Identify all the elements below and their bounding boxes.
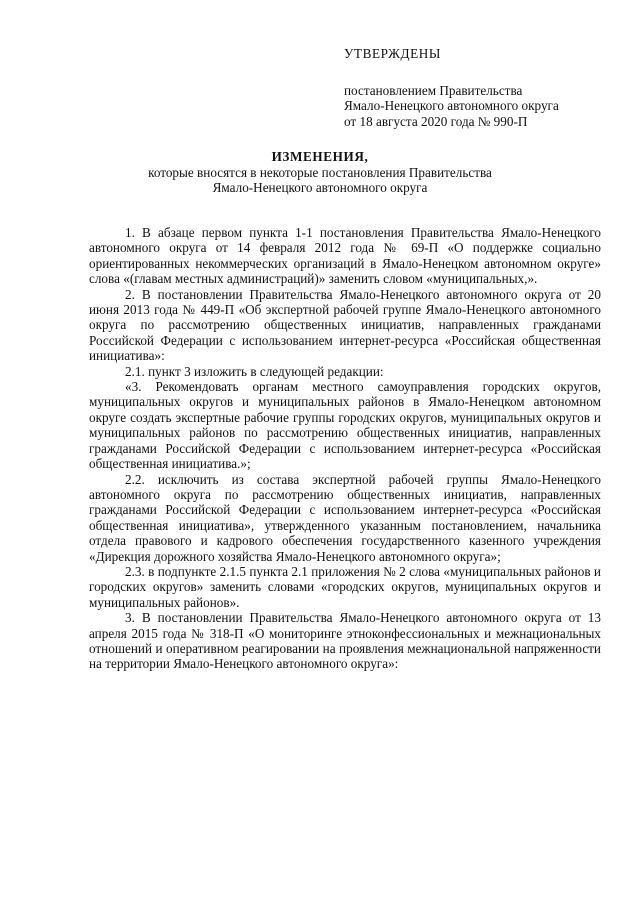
title-subtitle-1: которые вносятся в некоторые постановления Правительства [148,164,492,180]
document-title [0,149,640,196]
paragraph-quote-3: «3. Рекомендовать органам местного самоуправления городских округов, муниципальных округов и муниципальных районов в Ямало-Ненецком автономном округе создать экспертные рабочие группы городских округов, муниципальных округов и муниципальных районов по рассмотрению общественных инициатив, направленных гражданами Российской Федерации с использованием интернет-ресурса «Российская общественная инициатива.»; [89,379,601,472]
approval-line-3: от 18 августа 2020 года № 990-П [344,113,528,129]
paragraph-2-1: 2.1. пункт 3 изложить в следующей редакции: [125,363,384,379]
approval-heading: УТВЕРЖДЕНЫ [344,46,442,61]
paragraph-2: 2. В постановлении Правительства Ямало-Ненецкого автономного округа от 20 июня 2013 года № 449-П «Об экспертной рабочей группе Ямало-Ненецкого автономного округа по рассмотрению общественных инициатив, направленных гражданами Российской Федерации с использованием интернет-ресурса «Российская общественная инициатива»: [89,286,601,364]
title-main: ИЗМЕНЕНИЯ, [271,149,369,164]
paragraph-1: 1. В абзаце первом пункта 1-1 постановления Правительства Ямало-Ненецкого автономного округа от 14 февраля 2012 года № 69-П «О поддержке социально ориентированных некоммерческих организаций в Ямало-Ненецком автономном округе» слова «(главам местных администраций)» заменить словом «муниципальных,». [89,225,601,287]
approval-line-1: постановлением Правительства [344,82,523,98]
paragraph-2-2: 2.2. исключить из состава экспертной рабочей группы Ямало-Ненецкого автономного округа по рассмотрению общественных инициатив, направленных гражданами Российской Федерации с использованием интернет-ресурса «Российская общественная инициатива», утвержденного указанным постановлением, начальника отдела правового и кадрового обеспечения государственного казенного учреждения «Дирекция дорожного хозяйства Ямало-Ненецкого автономного округа»; [89,471,601,564]
title-subtitle-2: Ямало-Ненецкого автономного округа [212,180,428,195]
paragraph-3: 3. В постановлении Правительства Ямало-Ненецкого автономного округа от 13 апреля 2015 года № 318-П «О мониторинге этноконфессиональных и межнациональных отношений и оперативном реагировании на проявления межнациональной напряженности на территории Ямало-Ненецкого автономного округа»: [89,610,601,672]
approval-line-2: Ямало-Ненецкого автономного округа [344,98,559,113]
approval-block [344,46,559,129]
document-body [89,225,601,672]
paragraph-2-3: 2.3. в подпункте 2.1.5 пункта 2.1 приложения № 2 слова «муниципальных районов и городских округов» заменить словами «городских округов, муниципальных округов и муниципальных районов». [89,563,601,610]
